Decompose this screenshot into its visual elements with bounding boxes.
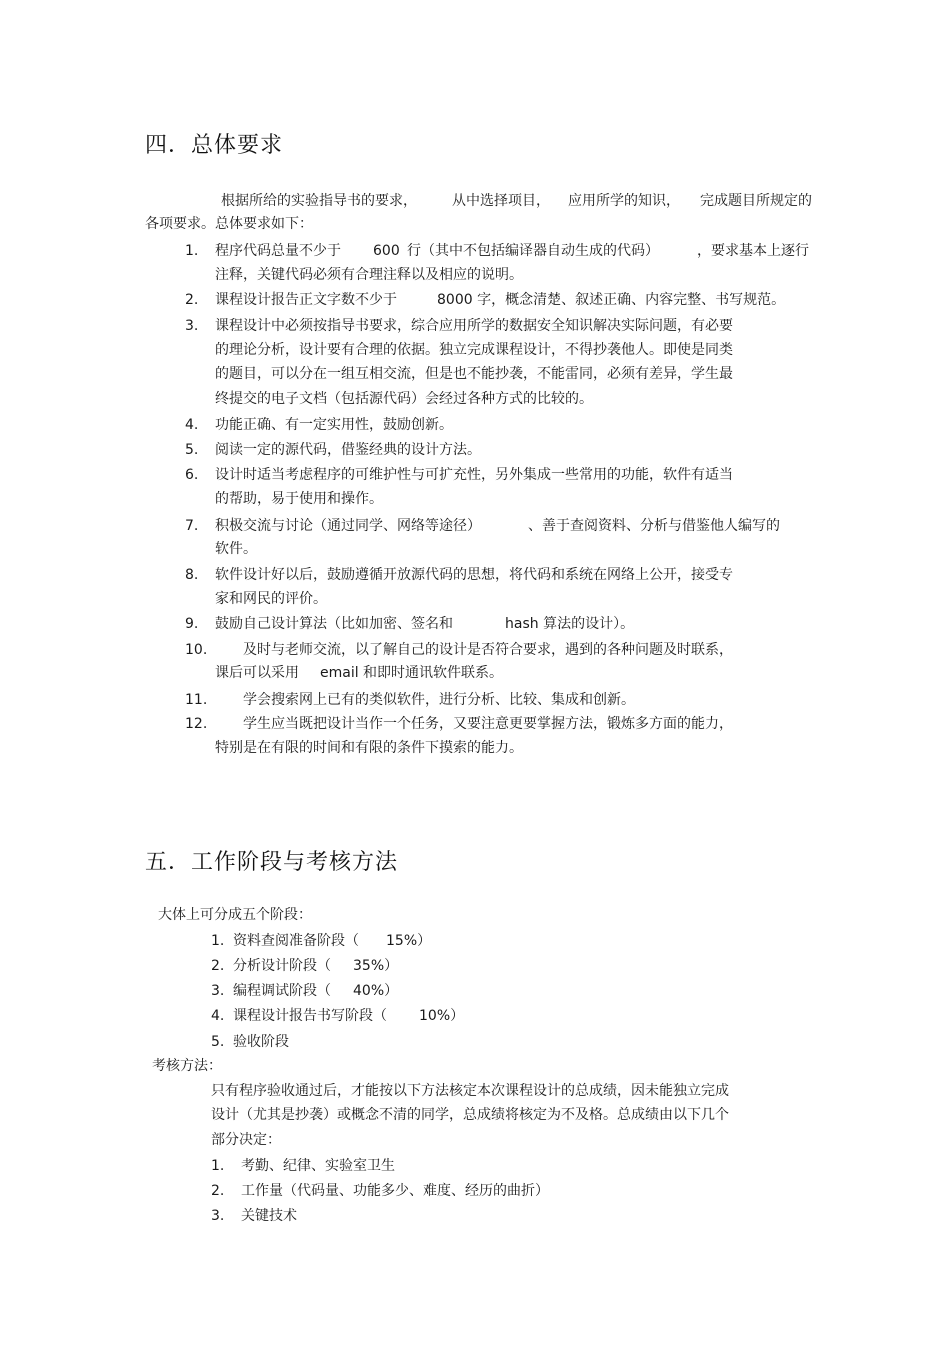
- list-text: email 和即时通讯软件联系。: [320, 665, 504, 681]
- list-text: 的理论分析，设计要有合理的依据。独立完成课程设计，不得抄袭他人。即使是同类: [215, 342, 733, 358]
- list-text: 注释，关键代码必须有合理注释以及相应的说明。: [215, 267, 523, 283]
- section-heading: 四．总体要求: [145, 133, 284, 158]
- list-number: 1.: [185, 243, 199, 259]
- criterion-label: 工作量（代码量、功能多少、难度、经历的曲折）: [241, 1183, 549, 1199]
- intro-text: 从中选择项目，: [452, 193, 550, 209]
- list-text: 家和网民的评价。: [215, 591, 327, 607]
- list-number: 7.: [185, 518, 199, 534]
- list-text: 8000 字，概念清楚、叙述正确、内容完整、书写规范。: [437, 292, 786, 308]
- list-number: 2.: [211, 958, 225, 974]
- stage-percent: 10%）: [419, 1008, 465, 1024]
- list-number: 3.: [185, 318, 199, 334]
- list-number: 2.: [211, 1183, 225, 1199]
- list-text: 课后可以采用: [215, 665, 299, 681]
- criterion-label: 关键技术: [241, 1208, 297, 1224]
- list-text: 的题目，可以分在一组互相交流，但是也不能抄袭，不能雷同，必须有差异，学生最: [215, 366, 733, 382]
- criterion-label: 考勤、纪律、实验室卫生: [241, 1158, 395, 1174]
- stage-label: 课程设计报告书写阶段（: [233, 1008, 387, 1024]
- assessment-label: 考核方法：: [152, 1058, 222, 1074]
- intro-text: 各项要求。总体要求如下：: [145, 216, 313, 232]
- list-text: 设计时适当考虑程序的可维护性与可扩充性，另外集成一些常用的功能，软件有适当: [215, 467, 733, 483]
- list-number: 3.: [211, 983, 225, 999]
- list-number: 9.: [185, 616, 199, 632]
- list-text: 软件。: [215, 541, 257, 557]
- list-text: 学生应当既把设计当作一个任务，又要注意更要掌握方法，锻炼多方面的能力，: [243, 716, 733, 732]
- list-text: 鼓励自己设计算法（比如加密、签名和: [215, 616, 453, 632]
- list-number: 6.: [185, 467, 199, 483]
- list-number: 4.: [211, 1008, 225, 1024]
- assessment-text: 只有程序验收通过后，才能按以下方法核定本次课程设计的总成绩，因未能独立完成: [211, 1083, 729, 1099]
- list-number: 12.: [185, 716, 208, 732]
- stage-label: 分析设计阶段（: [233, 958, 331, 974]
- list-text: 程序代码总量不少于: [215, 243, 341, 259]
- assessment-text: 部分决定：: [211, 1132, 281, 1148]
- list-text: 功能正确、有一定实用性，鼓励创新。: [215, 417, 453, 433]
- list-number: 11.: [185, 692, 208, 708]
- list-number: 1.: [211, 1158, 225, 1174]
- list-text: 阅读一定的源代码，借鉴经典的设计方法。: [215, 442, 481, 458]
- stage-label: 资料查阅准备阶段（: [233, 933, 359, 949]
- stage-percent: 35%）: [353, 958, 399, 974]
- list-text: 课程设计报告正文字数不少于: [215, 292, 397, 308]
- assessment-text: 设计（尤其是抄袭）或概念不清的同学，总成绩将核定为不及格。总成绩由以下几个: [211, 1107, 729, 1123]
- list-number: 3.: [211, 1208, 225, 1224]
- list-text: ，要求基本上逐行: [697, 243, 809, 259]
- list-number: 8.: [185, 567, 199, 583]
- list-text: hash 算法的设计）。: [505, 616, 635, 632]
- list-text: 积极交流与讨论（通过同学、网络等途径）: [215, 518, 481, 534]
- stage-label: 验收阶段: [233, 1034, 289, 1050]
- stages-intro: 大体上可分成五个阶段：: [158, 907, 312, 923]
- stage-percent: 15%）: [386, 933, 432, 949]
- list-number: 4.: [185, 417, 199, 433]
- list-text: 软件设计好以后，鼓励遵循开放源代码的思想，将代码和系统在网络上公开，接受专: [215, 567, 733, 583]
- list-text: 的帮助，易于使用和操作。: [215, 491, 383, 507]
- list-text: 特别是在有限的时间和有限的条件下摸索的能力。: [215, 740, 523, 756]
- stage-label: 编程调试阶段（: [233, 983, 331, 999]
- list-number: 5.: [185, 442, 199, 458]
- stage-percent: 40%）: [353, 983, 399, 999]
- list-number: 2.: [185, 292, 199, 308]
- intro-text: 根据所给的实验指导书的要求，: [221, 193, 417, 209]
- list-text: 600: [373, 243, 400, 259]
- list-text: 课程设计中必须按指导书要求，综合应用所学的数据安全知识解决实际问题，有必要: [215, 318, 733, 334]
- list-text: 行（其中不包括编译器自动生成的代码）: [407, 243, 659, 259]
- list-text: 终提交的电子文档（包括源代码）会经过各种方式的比较的。: [215, 391, 593, 407]
- list-text: 、善于查阅资料、分析与借鉴他人编写的: [528, 518, 780, 534]
- intro-text: 完成题目所规定的: [700, 193, 812, 209]
- list-number: 10.: [185, 642, 208, 658]
- list-number: 5.: [211, 1034, 225, 1050]
- section-heading: 五．工作阶段与考核方法: [145, 850, 399, 875]
- list-text: 学会搜索网上已有的类似软件，进行分析、比较、集成和创新。: [243, 692, 635, 708]
- list-text: 及时与老师交流，以了解自己的设计是否符合要求，遇到的各种问题及时联系，: [243, 642, 733, 658]
- list-number: 1.: [211, 933, 225, 949]
- intro-text: 应用所学的知识，: [568, 193, 680, 209]
